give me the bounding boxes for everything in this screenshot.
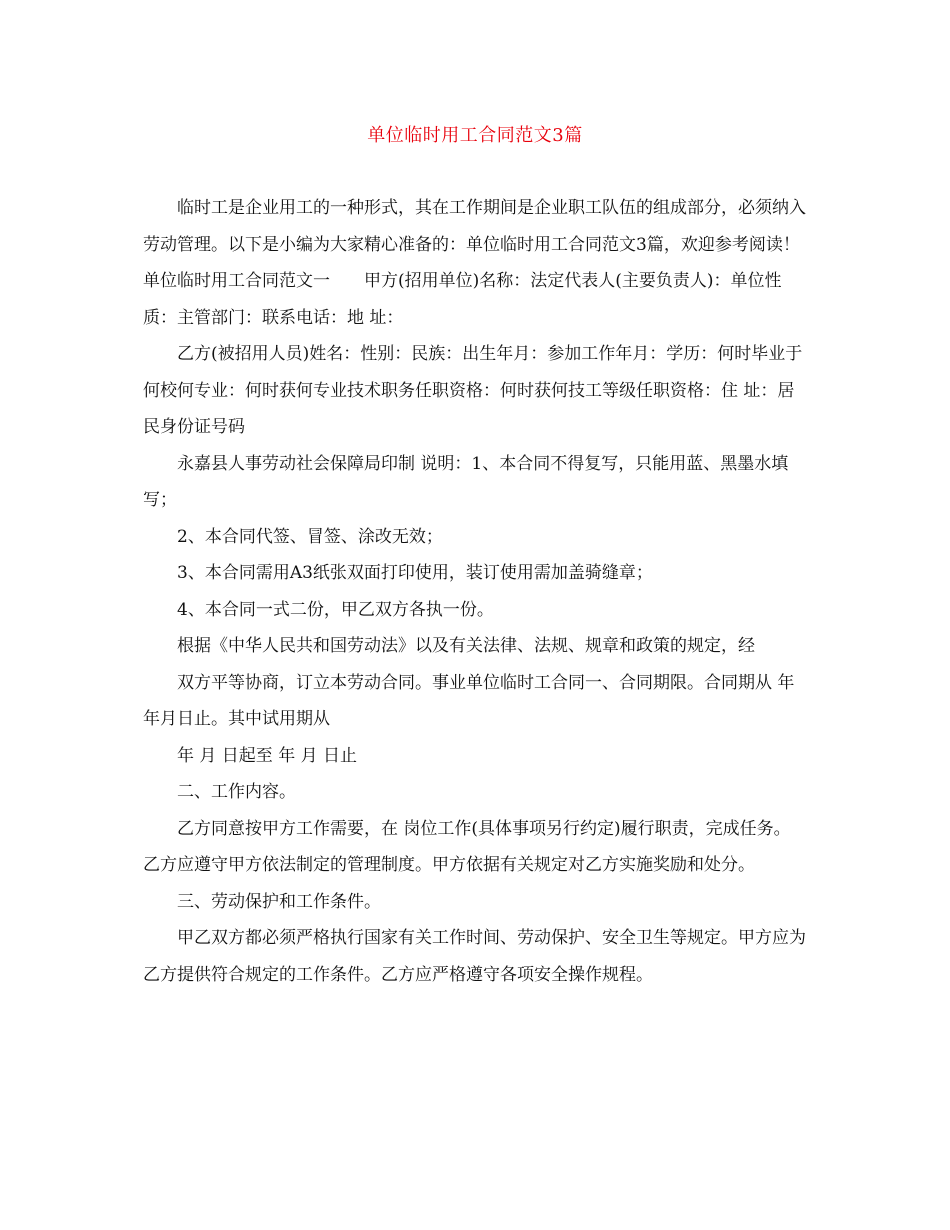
instruction-item-2: 2、本合同代签、冒签、涂改无效；: [177, 526, 443, 547]
probation-period-line: 年 月 日起至 年 月 日止: [177, 745, 358, 766]
contract-party-a-paragraph: 单位临时用工合同范文一 甲方(招用单位)名称：法定代表人(主要负责人)：单位性质：主管部门：联系电话：地 址：: [143, 271, 782, 328]
instruction-item-3: 3、本合同需用A3纸张双面打印使用，装订使用需加盖骑缝章；: [177, 563, 653, 583]
legal-basis-paragraph: 根据《中华人民共和国劳动法》以及有关法律、法规、规章和政策的规定，经: [177, 636, 755, 656]
labor-protection-paragraph: 甲乙双方都必须严格执行国家有关工作时间、劳动保护、安全卫生等规定。甲方应为乙方提供符合规定的工作条件。乙方应严格遵守各项安全操作规程。: [143, 928, 806, 985]
instructions-paragraph: 永嘉县人事劳动社会保障局印制 说明：1、本合同不得复写，只能用蓝、黑墨水填写；: [143, 453, 789, 510]
section-heading-labor-protection: 三、劳动保护和工作条件。: [177, 891, 381, 912]
work-content-paragraph: 乙方同意按甲方工作需要，在 岗位工作(具体事项另行约定)履行职责，完成任务。乙方应遵守甲方依法制定的管理制度。甲方依据有关规定对乙方实施奖励和处分。: [143, 818, 791, 875]
document-body: [143, 190, 807, 993]
instruction-item-4: 4、本合同一式二份，甲乙双方各执一份。: [177, 599, 494, 620]
contract-term-paragraph: 双方平等协商，订立本劳动合同。事业单位临时工合同一、合同期限。合同期从 年 年月日止。其中试用期从: [143, 672, 795, 729]
contract-party-b-paragraph: 乙方(被招用人员)姓名：性别：民族：出生年月：参加工作年月：学历：何时毕业于何校何专业：何时获何专业技术职务任职资格：何时获何技工等级任职资格：住 址：居民身份证号码: [143, 344, 803, 437]
document-title: 单位临时用工合同范文3篇: [367, 125, 583, 146]
intro-paragraph: 临时工是企业用工的一种形式，其在工作期间是企业职工队伍的组成部分，必须纳入劳动管理。以下是小编为大家精心准备的：单位临时用工合同范文3篇，欢迎参考阅读！: [143, 198, 806, 255]
section-heading-work-content: 二、工作内容。: [177, 782, 296, 802]
